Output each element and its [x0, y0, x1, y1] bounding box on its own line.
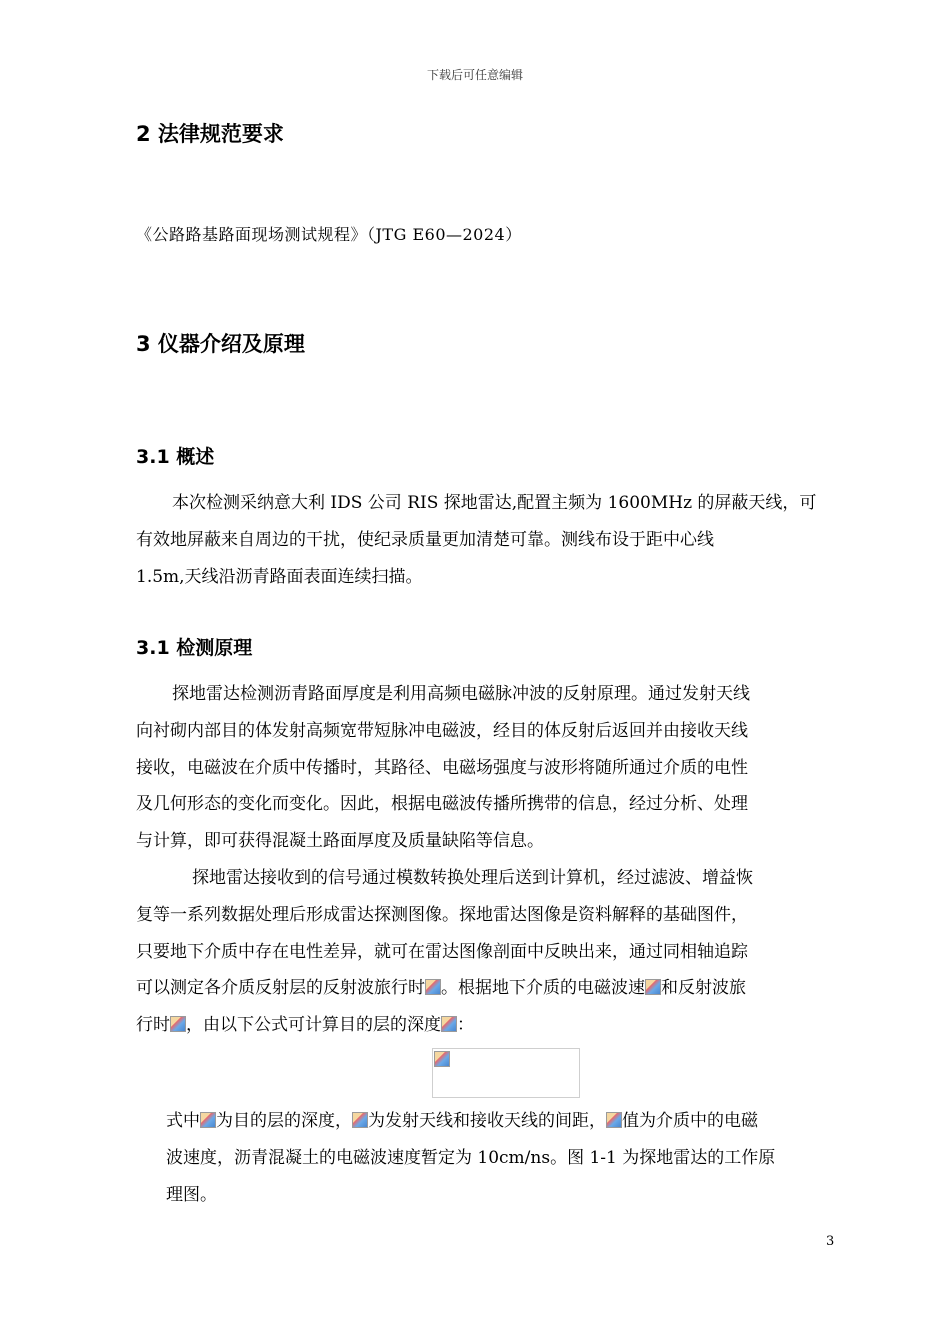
page-number: 3 [826, 1234, 835, 1249]
principle2-line-2: 复等一系列数据处理后形成雷达探测图像。探地雷达图像是资料解释的基础图件， [136, 904, 748, 925]
section-3-2-title: 3.1 检测原理 [136, 637, 253, 659]
principle-paragraph-1 [136, 676, 838, 860]
velocity-symbol-icon [606, 1112, 622, 1128]
page-header: 下载后可任意编辑 [426, 68, 523, 82]
overview-line-1: 本次检测采纳意大利 IDS 公司 RIS 探地雷达,配置主频为 1600MHz 的屏蔽天线，可 [172, 493, 817, 513]
travel-time-symbol-icon [425, 979, 441, 995]
text-fragment: 值为介质中的电磁 [622, 1111, 758, 1131]
principle-paragraph-2 [136, 860, 838, 1044]
text-fragment: 为发射天线和接收天线的间距， [368, 1111, 606, 1131]
overview-line-2: 有效地屏蔽来自周边的干扰，使纪录质量更加清楚可靠。测线布设于距中心线 [136, 529, 714, 550]
text-fragment: ： [457, 1015, 474, 1036]
depth-formula-image [432, 1048, 580, 1098]
principle-line-1: 探地雷达检测沥青路面厚度是利用高频电磁脉冲波的反射原理。通过发射天线 [172, 684, 750, 704]
section-3-1-title: 3.1 概述 [136, 446, 215, 468]
principle-line-2: 向衬砌内部目的体发射高频宽带短脉冲电磁波，经目的体反射后返回并由接收天线 [136, 720, 748, 741]
text-fragment: 可以测定各介质反射层的反射波旅行时 [136, 978, 425, 999]
principle3-line-3: 理图。 [166, 1184, 217, 1205]
antenna-spacing-symbol-icon [352, 1112, 368, 1128]
principle2-line-1: 探地雷达接收到的信号通过模数转换处理后送到计算机，经过滤波、增益恢 [192, 868, 753, 888]
principle2-line-4 [136, 970, 838, 1007]
principle-paragraph-3 [166, 1103, 838, 1213]
depth-symbol-icon [200, 1112, 216, 1128]
principle-line-5: 与计算，即可获得混凝土路面厚度及质量缺陷等信息。 [136, 831, 544, 852]
principle-line-4: 及几何形态的变化而变化。因此，根据电磁波传播所携带的信息，经过分析、处理 [136, 794, 748, 815]
overview-paragraph [136, 485, 838, 595]
regulation-reference: 《公路路基路面现场测试规程》（JTG E60—2024） [136, 225, 522, 244]
velocity-symbol-icon [645, 979, 661, 995]
section-2-title: 2 法律规范要求 [136, 122, 284, 146]
principle2-line-5 [136, 1007, 838, 1044]
principle2-line-3: 只要地下介质中存在电性差异，就可在雷达图像剖面中反映出来，通过同相轴追踪 [136, 941, 748, 962]
principle-line-3: 接收，电磁波在介质中传播时，其路径、电磁场强度与波形将随所通过介质的电性 [136, 757, 748, 778]
depth-symbol-icon [441, 1016, 457, 1032]
principle3-line-1 [166, 1103, 838, 1140]
section-3-title: 3 仪器介绍及原理 [136, 332, 305, 356]
text-fragment: 。根据地下介质的电磁波速 [441, 978, 645, 999]
principle3-line-2: 波速度，沥青混凝土的电磁波速度暂定为 10cm/ns。图 1-1 为探地雷达的工作原 [166, 1147, 776, 1168]
text-fragment: 行时 [136, 1015, 170, 1036]
overview-line-3: 1.5m,天线沿沥青路面表面连续扫描。 [136, 566, 423, 587]
broken-image-icon [434, 1051, 450, 1067]
text-fragment: 和反射波旅 [661, 978, 746, 999]
text-fragment: ，由以下公式可计算目的层的深度 [186, 1015, 441, 1036]
text-fragment: 为目的层的深度， [216, 1111, 352, 1131]
text-fragment: 式中 [166, 1111, 200, 1131]
travel-time-symbol-icon [170, 1016, 186, 1032]
